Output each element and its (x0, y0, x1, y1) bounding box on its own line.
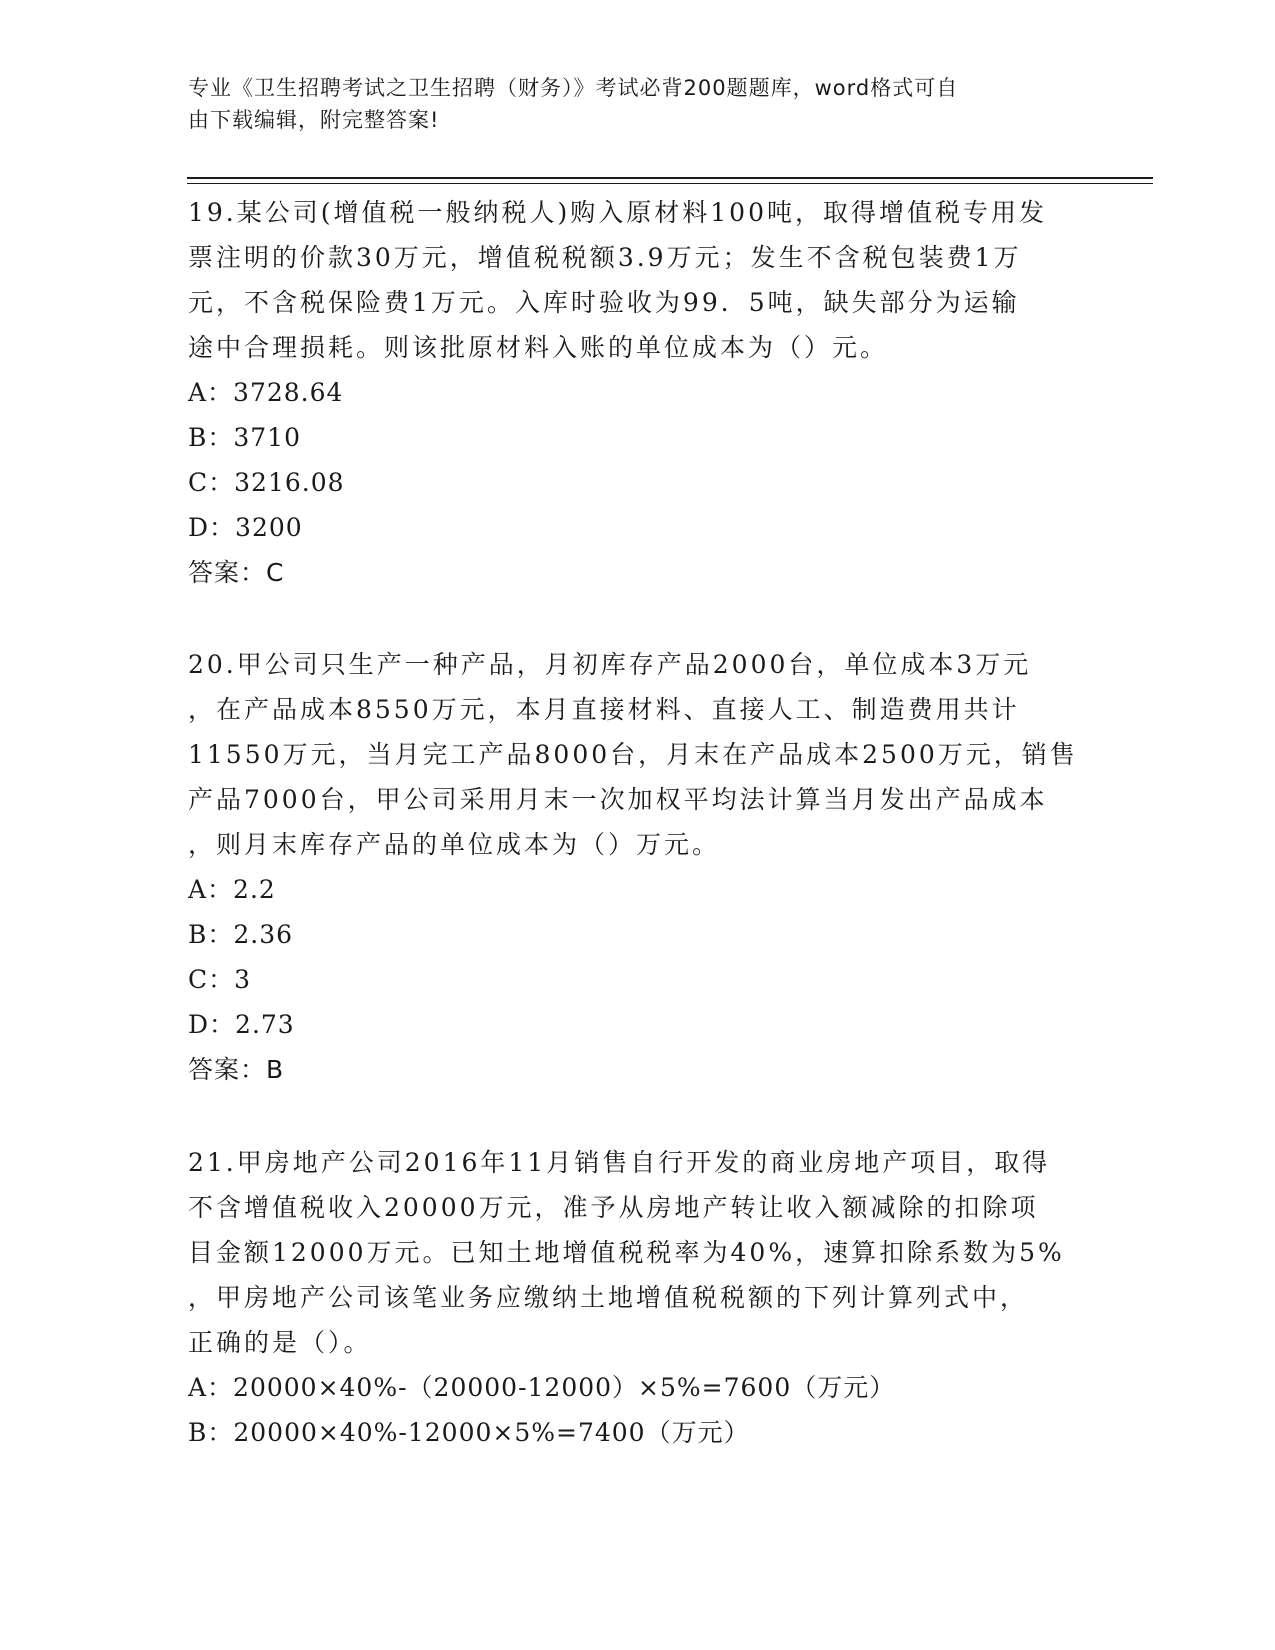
question-line: 目金额12000万元。已知土地增值税税率为40%，速算扣除系数为5% (188, 1238, 1065, 1267)
question-21 (188, 1140, 1088, 1455)
question-line: ，在产品成本8550万元，本月直接材料、直接人工、制造费用共计 (188, 695, 1020, 724)
question-line: 票注明的价款30万元，增值税税额3.9万元；发生不含税包装费1万 (188, 243, 1022, 272)
answer: 答案：B (188, 1055, 285, 1084)
option-d: D：3200 (188, 513, 303, 542)
question-line: 19.某公司(增值税一般纳税人)购入原材料100吨，取得增值税专用发 (188, 198, 1047, 227)
option-a: A：2.2 (188, 875, 276, 904)
option-c: C：3 (188, 965, 252, 994)
option-a: A：20000×40%-（20000-12000）×5%=7600（万元） (188, 1373, 896, 1402)
question-line: 正确的是（）。 (188, 1328, 372, 1357)
question-line: ，则月末库存产品的单位成本为（）万元。 (188, 830, 721, 859)
header-line-1: 专业《卫生招聘考试之卫生招聘（财务）》考试必背200题题库，word格式可自 (188, 76, 959, 100)
option-c: C：3216.08 (188, 468, 345, 497)
question-line: 不含增值税收入20000万元，准予从房地产转让收入额减除的扣除项 (188, 1193, 1039, 1222)
option-b: B：2.36 (188, 920, 294, 949)
question-line: 21.甲房地产公司2016年11月销售自行开发的商业房地产项目，取得 (188, 1148, 1051, 1177)
question-20 (188, 642, 1088, 1092)
question-line: ，甲房地产公司该笔业务应缴纳土地增值税税额的下列计算列式中， (188, 1283, 1029, 1312)
header-line-2: 由下载编辑，附完整答案! (188, 108, 440, 132)
document-header (188, 72, 1068, 136)
option-b: B：20000×40%-12000×5%=7400（万元） (188, 1418, 750, 1447)
option-d: D：2.73 (188, 1010, 295, 1039)
question-line: 11550万元，当月完工产品8000台，月末在产品成本2500万元，销售 (188, 740, 1078, 769)
header-rule-thick (187, 177, 1153, 179)
answer: 答案：C (188, 558, 285, 587)
question-line: 产品7000台，甲公司采用月末一次加权平均法计算当月发出产品成本 (188, 785, 1048, 814)
question-line: 元，不含税保险费1万元。入库时验收为99．5吨，缺失部分为运输 (188, 288, 1020, 317)
question-line: 20.甲公司只生产一种产品，月初库存产品2000台，单位成本3万元 (188, 650, 1032, 679)
header-rule-thin (187, 183, 1153, 184)
question-19 (188, 190, 1088, 595)
option-b: B：3710 (188, 423, 301, 452)
option-a: A：3728.64 (188, 378, 344, 407)
question-line: 途中合理损耗。则该批原材料入账的单位成本为（）元。 (188, 333, 889, 362)
